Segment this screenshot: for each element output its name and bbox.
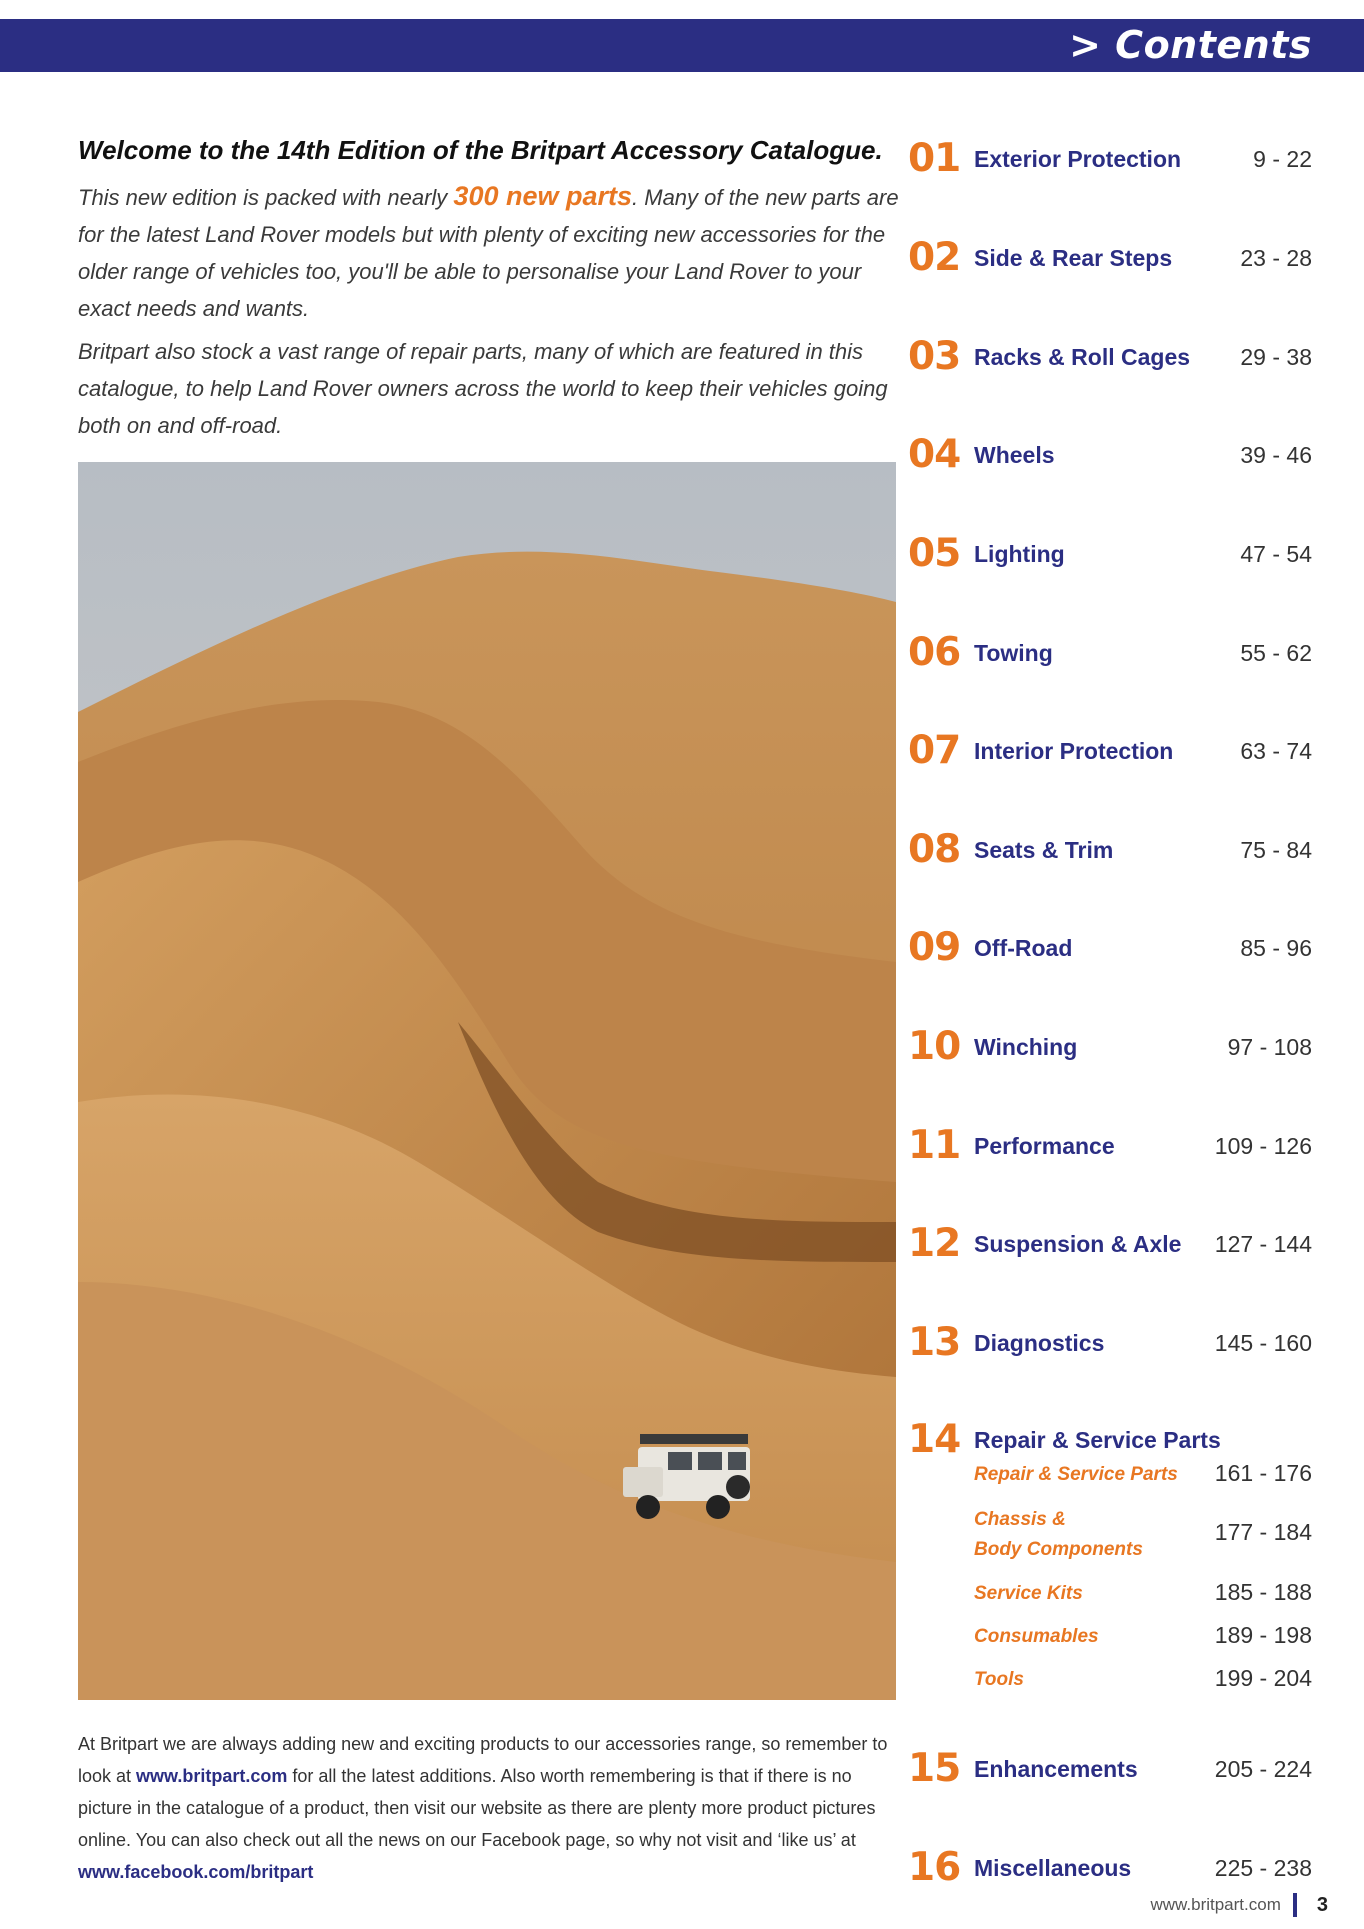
toc-pages: 97 - 108 [1227, 1034, 1312, 1060]
toc-number: 03 [908, 334, 961, 379]
toc-number: 10 [908, 1024, 961, 1069]
sub-title: Tools [974, 1669, 1024, 1690]
bottom-note-text-2: for all the latest additions. Also worth remembering is that if there is no picture in the catalogue of a product, then visit our website as there are plenty more product pictures online. You can also check out all the news on our Facebook page, so why not visit and ‘like us’ at [78, 1766, 876, 1850]
sub-pages: 199 - 204 [1214, 1665, 1312, 1691]
toc-pages: 39 - 46 [1240, 442, 1312, 468]
toc-title: Towing [974, 640, 1053, 666]
toc-pages: 145 - 160 [1214, 1330, 1312, 1356]
toc-pages: 9 - 22 [1253, 146, 1312, 172]
toc-sub-service-kits[interactable] [974, 1579, 1312, 1609]
toc-row-13[interactable] [908, 1320, 1312, 1370]
toc-number: 02 [908, 235, 961, 280]
toc-pages: 55 - 62 [1240, 640, 1312, 666]
britpart-website-link[interactable]: www.britpart.com [136, 1766, 288, 1786]
toc-title: Seats & Trim [974, 837, 1114, 863]
toc-pages: 63 - 74 [1240, 738, 1312, 764]
toc-number: 04 [908, 432, 961, 477]
toc-row-11[interactable] [908, 1123, 1312, 1173]
sub-title-line-1: Chassis & [974, 1509, 1066, 1530]
toc-pages: 47 - 54 [1240, 541, 1312, 567]
toc-title: Racks & Roll Cages [974, 344, 1191, 370]
toc-title: Exterior Protection [974, 146, 1182, 172]
toc-row-09[interactable] [908, 925, 1312, 975]
toc-row-16[interactable] [908, 1845, 1312, 1895]
toc-pages: 85 - 96 [1240, 935, 1312, 961]
toc-sub-tools[interactable] [974, 1665, 1312, 1695]
toc-title: Interior Protection [974, 738, 1174, 764]
toc-number: 09 [908, 925, 961, 970]
toc-sub-consumables[interactable] [974, 1622, 1312, 1652]
sub-title: Service Kits [974, 1583, 1083, 1604]
toc-number: 05 [908, 531, 961, 576]
toc-row-12[interactable] [908, 1221, 1312, 1271]
intro-paragraph-1 [78, 178, 903, 327]
sub-pages: 177 - 184 [1214, 1519, 1312, 1545]
toc-number: 12 [908, 1221, 961, 1266]
page-footer [1151, 1893, 1329, 1917]
toc-pages: 109 - 126 [1214, 1133, 1312, 1159]
toc-number: 13 [908, 1320, 961, 1365]
intro-p1-after: . Many of the new parts are for the latest Land Rover models but with plenty of exciting new accessories for the older range of vehicles too, you'll be able to personalise your Land Rover to your exact needs and wants. [78, 185, 899, 321]
sub-pages: 161 - 176 [1214, 1460, 1312, 1486]
page-title: > Contents [1069, 23, 1312, 67]
toc-row-10[interactable] [908, 1024, 1312, 1074]
toc-row-07[interactable] [908, 728, 1312, 778]
intro-p1-before: This new edition is packed with nearly [78, 185, 454, 210]
bottom-note-text-1: At Britpart we are always adding new and exciting products to our accessories range, so remember to look at [78, 1734, 888, 1786]
footer-url[interactable]: www.britpart.com [1150, 1895, 1281, 1914]
toc-pages: 205 - 224 [1214, 1756, 1312, 1782]
sub-pages: 185 - 188 [1214, 1579, 1312, 1605]
toc-row-15[interactable] [908, 1746, 1312, 1796]
toc-title: Winching [974, 1034, 1078, 1060]
toc-title: Wheels [974, 442, 1055, 468]
toc-sub-repair-service[interactable] [974, 1460, 1312, 1490]
sub-title: Consumables [974, 1626, 1099, 1647]
toc-sub-chassis-body[interactable] [974, 1505, 1312, 1565]
facebook-link[interactable]: www.facebook.com/britpart [78, 1862, 314, 1882]
toc-title: Lighting [974, 541, 1065, 567]
toc-row-01[interactable] [908, 136, 1312, 186]
toc-title: Suspension & Axle [974, 1231, 1182, 1257]
intro-heading: Welcome to the 14th Edition of the Britpart Accessory Catalogue. [78, 135, 883, 165]
toc-pages: 29 - 38 [1240, 344, 1312, 370]
toc-row-05[interactable] [908, 531, 1312, 581]
toc-number: 15 [908, 1746, 961, 1791]
page-number: 3 [1316, 1893, 1328, 1916]
toc-row-04[interactable] [908, 432, 1312, 482]
toc-title: Miscellaneous [974, 1855, 1132, 1881]
toc-number: 11 [908, 1123, 961, 1168]
toc-title: Repair & Service Parts [974, 1427, 1221, 1453]
sub-title-line-2: Body Components [974, 1539, 1143, 1560]
toc-number: 01 [908, 136, 961, 181]
toc-number: 14 [908, 1417, 961, 1462]
toc-pages: 23 - 28 [1240, 245, 1312, 271]
toc-number: 06 [908, 630, 961, 675]
toc-number: 08 [908, 827, 961, 872]
toc-title: Performance [974, 1133, 1115, 1159]
desert-landrover-image [78, 462, 896, 1700]
toc-pages: 225 - 238 [1214, 1855, 1312, 1881]
toc-number: 07 [908, 728, 961, 773]
toc-number: 16 [908, 1845, 961, 1890]
footer-divider [1293, 1893, 1297, 1917]
contents-list [908, 0, 1328, 1929]
toc-row-02[interactable] [908, 235, 1312, 285]
toc-title: Diagnostics [974, 1330, 1105, 1356]
desert-photo [78, 462, 896, 1700]
intro-paragraph-2: Britpart also stock a vast range of repair parts, many of which are featured in this catalogue, to help Land Rover owners across the world to keep their vehicles going both on and off-road. [78, 339, 888, 438]
toc-row-03[interactable] [908, 334, 1312, 384]
toc-pages: 75 - 84 [1240, 837, 1312, 863]
sub-title: Repair & Service Parts [974, 1464, 1178, 1485]
toc-title: Enhancements [974, 1756, 1138, 1782]
toc-row-08[interactable] [908, 827, 1312, 877]
sub-pages: 189 - 198 [1214, 1622, 1312, 1648]
intro-section [78, 132, 903, 450]
toc-title: Side & Rear Steps [974, 245, 1173, 271]
new-parts-highlight: 300 new parts [453, 181, 633, 211]
toc-title: Off-Road [974, 935, 1073, 961]
toc-row-06[interactable] [908, 630, 1312, 680]
toc-pages: 127 - 144 [1214, 1231, 1312, 1257]
bottom-note [78, 1728, 908, 1888]
